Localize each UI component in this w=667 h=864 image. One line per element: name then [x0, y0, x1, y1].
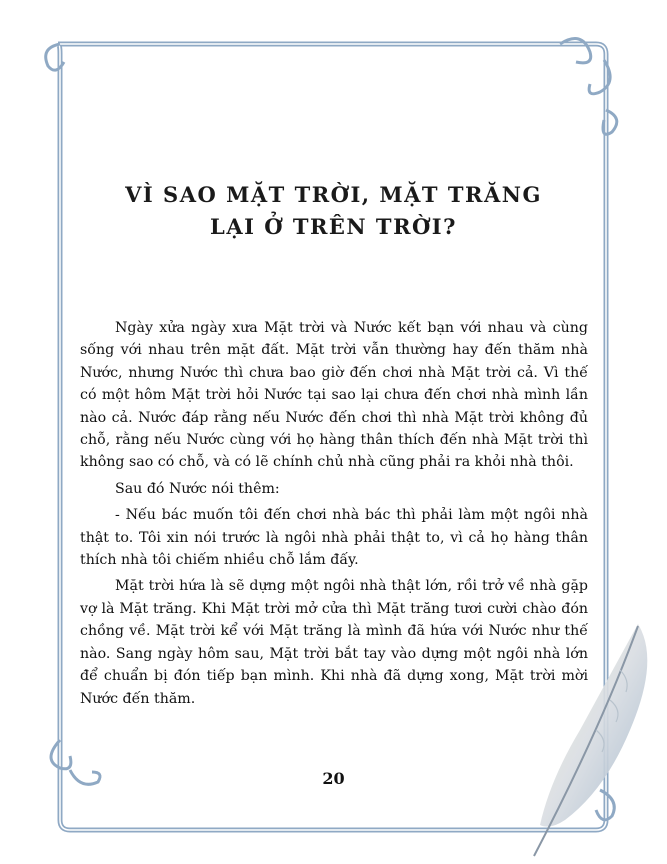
- page-number: 20: [322, 769, 345, 788]
- paragraph: Mặt trời hứa là sẽ dựng một ngôi nhà thật lớn, rồi trở về nhà gặp vợ là Mặt trăng. Khi Mặt trời mở cửa thì Mặt trăng tươi cười chào đón chồng về. Mặt trời kể với Mặt trăng là mình đã hứa với Nước như thế nào. Sang ngày hôm sau, Mặt trời bắt tay vào dựng một ngôi nhà lớn để chuẩn bị đón tiếp bạn mình. Khi nhà đã dựng xong, Mặt trời mời Nước đến thăm.: [80, 578, 588, 707]
- paragraph: Sau đó Nước nói thêm:: [115, 480, 280, 497]
- page-title-line-1: VÌ SAO MẶT TRỜI, MẶT TRĂNG: [125, 182, 542, 207]
- paragraph: - Nếu bác muốn tôi đến chơi nhà bác thì phải làm một ngôi nhà thật to. Tôi xin nói trước là ngôi nhà phải thật to, vì cả họ hàng thân thích nhà tôi chiếm nhiều chỗ lắm đấy.: [80, 507, 588, 569]
- page-title-line-2: LẠI Ở TRÊN TRỜI?: [210, 214, 457, 239]
- feather-quill-icon: [510, 620, 660, 860]
- paragraph: Ngày xửa ngày xưa Mặt trời và Nước kết bạn với nhau và cùng sống với nhau trên mặt đất. Mặt trời vẫn thường hay đến thăm nhà Nước, nhưng Nước thì chưa bao giờ đến chơi nhà Mặt trời cả. Vì thế có một hôm Mặt trời hỏi Nước tại sao lại chưa đến chơi nhà mình lần nào cả. Nước đáp rằng nếu Nước đến chơi thì nhà Mặt trời không đủ chỗ, rằng nếu Nước cùng với họ hàng thân thích đến nhà Mặt trời thì không sao có chỗ, và có lẽ chính chủ nhà cũng phải ra khỏi nhà thôi.: [80, 320, 588, 471]
